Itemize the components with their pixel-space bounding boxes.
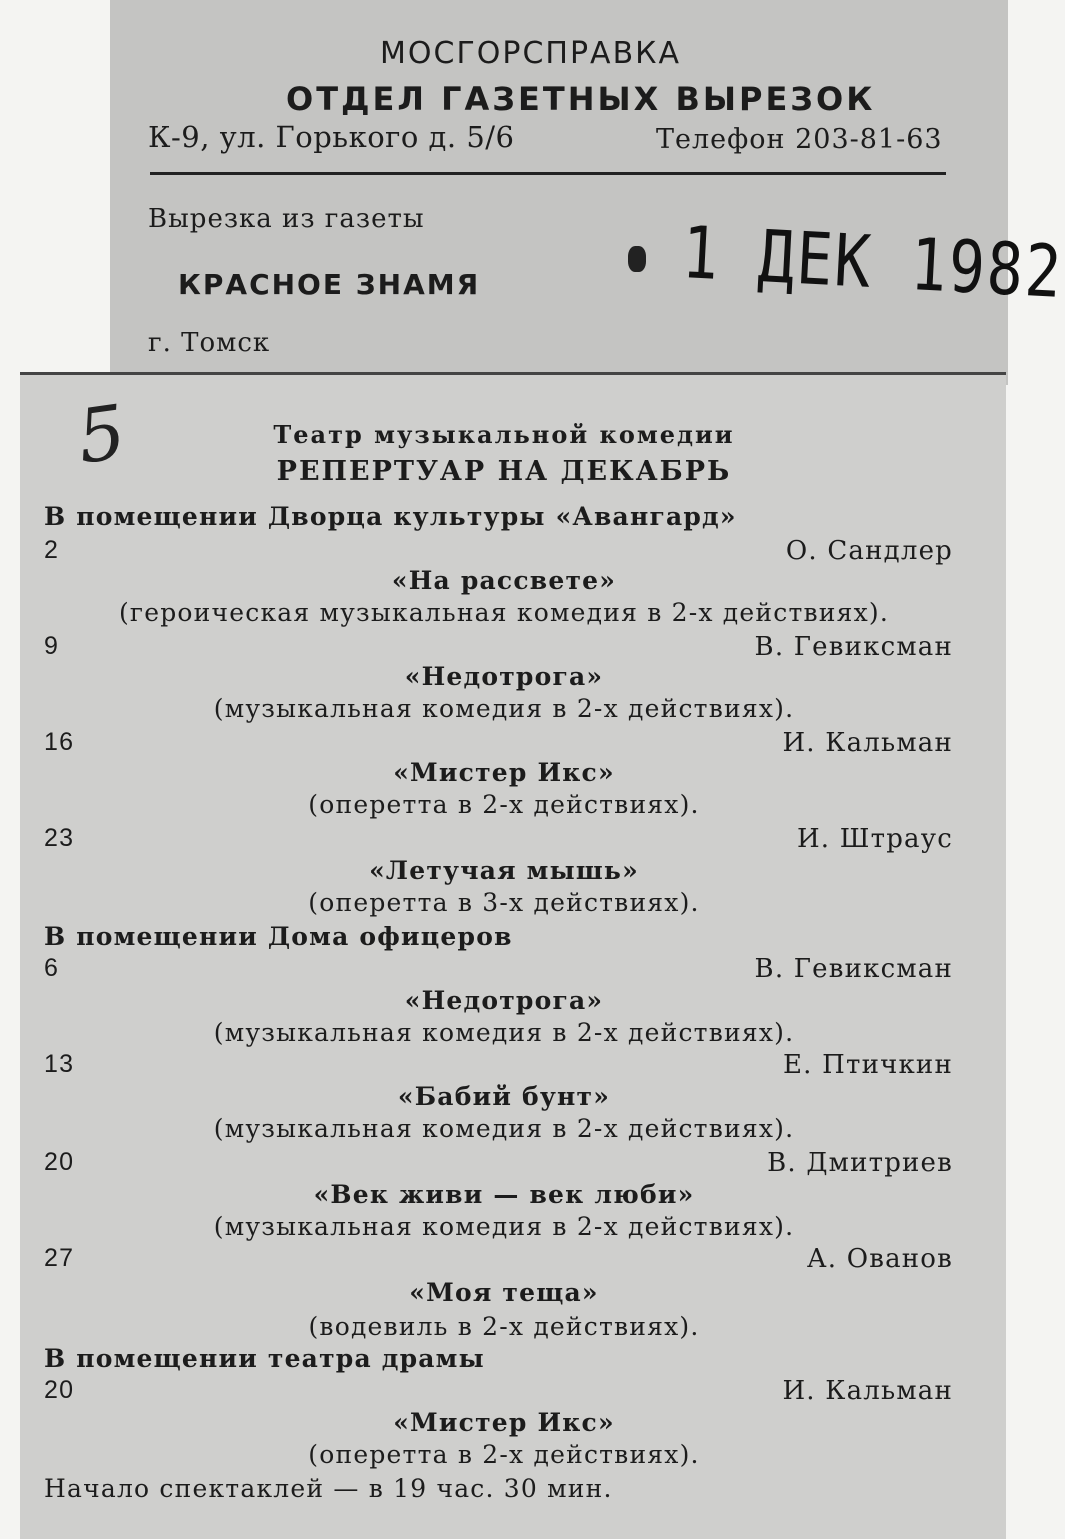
header-divider [150,172,946,175]
handwritten-number: 5 [72,389,131,481]
performance-day: 13 [44,1050,75,1078]
performance-genre: (музыкальная комедия в 2-х действиях). [213,1212,795,1241]
agency-phone: Телефон 203-81-63 [656,124,943,155]
performance-genre: (оперетта в 2-х действиях). [308,1440,700,1469]
agency-address: К-9, ул. Горького д. 5/6 [148,120,515,154]
performance-genre: (музыкальная комедия в 2-х действиях). [213,1018,795,1047]
section-heading: В помещении Дворца культуры «Авангард» [44,502,737,531]
newspaper-city: г. Томск [148,328,271,358]
cut-label: Вырезка из газеты [148,204,425,234]
section-heading: В помещении театра драмы [44,1344,485,1373]
performance-title: «Моя теща» [409,1278,599,1307]
composer: Е. Птичкин [783,1050,953,1080]
performance-genre: (оперетта в 2-х действиях). [308,790,700,819]
performance-title: «Век живи — век люби» [313,1180,695,1209]
composer: В. Гевиксман [754,954,953,984]
composer: А. Ованов [806,1244,953,1274]
performance-title: «Недотрога» [404,986,604,1015]
performance-genre: (героическая музыкальная комедия в 2-х действиях). [118,598,890,627]
performance-day: 20 [44,1376,75,1404]
date-stamp: 1 ДЕК 1982 [680,211,1065,315]
stamp-ink-blot [628,246,646,272]
performance-genre: (оперетта в 3-х действиях). [308,888,700,917]
composer: О. Сандлер [785,536,953,566]
performance-day: 23 [44,824,75,852]
performance-title: «Недотрога» [404,662,604,691]
performance-day: 27 [44,1244,75,1272]
composer: В. Гевиксман [754,632,953,662]
composer: И. Кальман [782,728,953,758]
composer: В. Дмитриев [767,1148,953,1178]
article-theater-title: Театр музыкальной комедии [273,420,735,449]
performance-title: «Летучая мышь» [369,856,639,885]
department-name: ОТДЕЛ ГАЗЕТНЫХ ВЫРЕЗОК [286,80,876,118]
performance-genre: (водевиль в 2-х действиях). [308,1312,700,1341]
performance-day: 20 [44,1148,75,1176]
composer: И. Кальман [782,1376,953,1406]
newspaper-name: КРАСНОЕ ЗНАМЯ [178,268,481,301]
performance-title: «Бабий бунт» [397,1082,611,1111]
showtime-note: Начало спектаклей — в 19 час. 30 мин. [44,1474,613,1503]
performance-title: «Мистер Икс» [393,1408,615,1437]
performance-genre: (музыкальная комедия в 2-х действиях). [213,1114,795,1143]
composer: И. Штраус [796,824,953,854]
performance-title: «Мистер Икс» [393,758,615,787]
performance-title: «На рассвете» [391,566,617,595]
agency-name: МОСГОРСПРАВКА [380,36,681,71]
performance-day: 16 [44,728,75,756]
article-title: РЕПЕРТУАР НА ДЕКАБРЬ [276,456,732,487]
section-heading: В помещении Дома офицеров [44,922,513,951]
performance-day: 6 [44,954,60,982]
performance-day: 9 [44,632,60,660]
performance-day: 2 [44,536,60,564]
performance-genre: (музыкальная комедия в 2-х действиях). [213,694,795,723]
